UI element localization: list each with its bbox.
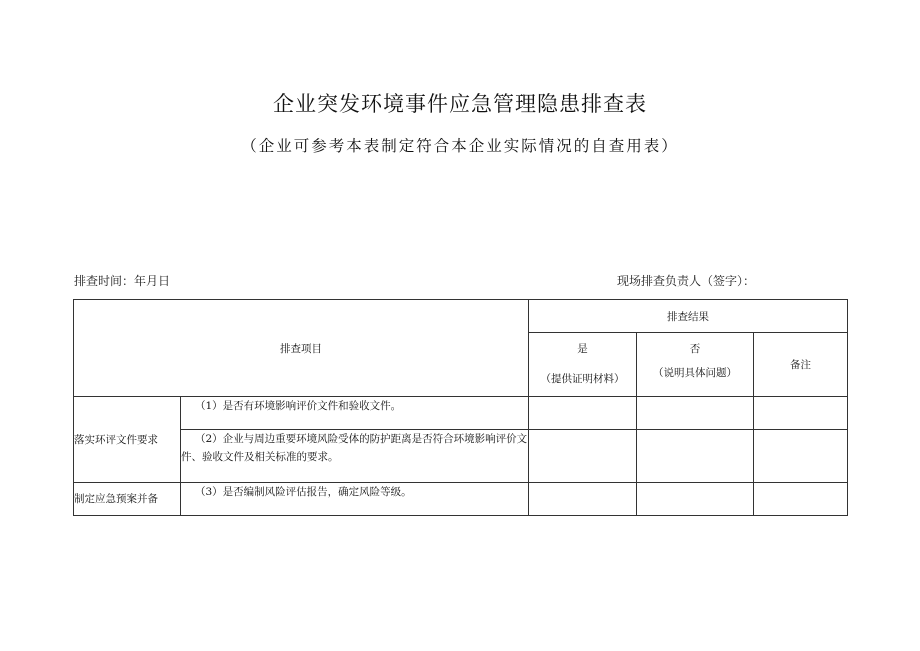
remark-input-cell[interactable] xyxy=(754,430,848,483)
requirement-cell: 落实环评文件要求 xyxy=(74,397,181,483)
no-input-cell[interactable] xyxy=(637,397,754,430)
header-result: 排查结果 xyxy=(529,300,848,333)
header-no-note: （说明具体问题） xyxy=(653,367,737,379)
check-item-text: （3）是否编制风险评估报告，确定风险等级。 xyxy=(195,486,412,498)
header-no-cell xyxy=(637,333,754,397)
document-title: 企业突发环境事件应急管理隐患排查表 xyxy=(273,92,647,116)
table-row xyxy=(74,430,848,483)
requirement-cell: 制定应急预案并备 xyxy=(74,483,181,516)
check-item xyxy=(181,483,529,516)
check-item xyxy=(181,430,529,483)
remark-input-cell[interactable] xyxy=(754,483,848,516)
no-input-cell[interactable] xyxy=(637,430,754,483)
remark-input-cell[interactable] xyxy=(754,397,848,430)
header-remark: 备注 xyxy=(754,333,848,397)
header-yes-cell xyxy=(529,333,637,397)
check-item-text: （2）企业与周边重要环境风险受体的防护距离是否符合环境影响评价文件、验收文件及相关标准的要求。 xyxy=(181,433,528,463)
check-item-text: （1）是否有环境影响评价文件和验收文件。 xyxy=(195,400,402,412)
header-no: 否 xyxy=(689,343,701,355)
check-time-label: 排查时间：年月日 xyxy=(74,274,171,288)
header-yes: 是 xyxy=(577,343,588,355)
document-subtitle: （企业可参考本表制定符合本企业实际情况的自查用表） xyxy=(241,137,679,155)
inspector-signature-label: 现场排查负责人（签字）： xyxy=(617,274,756,288)
no-input-cell[interactable] xyxy=(637,483,754,516)
header-item: 排查项目 xyxy=(74,300,529,397)
inspection-table xyxy=(73,299,848,516)
yes-input-cell[interactable] xyxy=(529,430,637,483)
yes-input-cell[interactable] xyxy=(529,397,637,430)
table-row xyxy=(74,483,848,516)
check-item xyxy=(181,397,529,430)
header-yes-note: （提供证明材料） xyxy=(540,373,625,385)
table-header-row xyxy=(74,300,848,333)
yes-input-cell[interactable] xyxy=(529,483,637,516)
table-row xyxy=(74,397,848,430)
